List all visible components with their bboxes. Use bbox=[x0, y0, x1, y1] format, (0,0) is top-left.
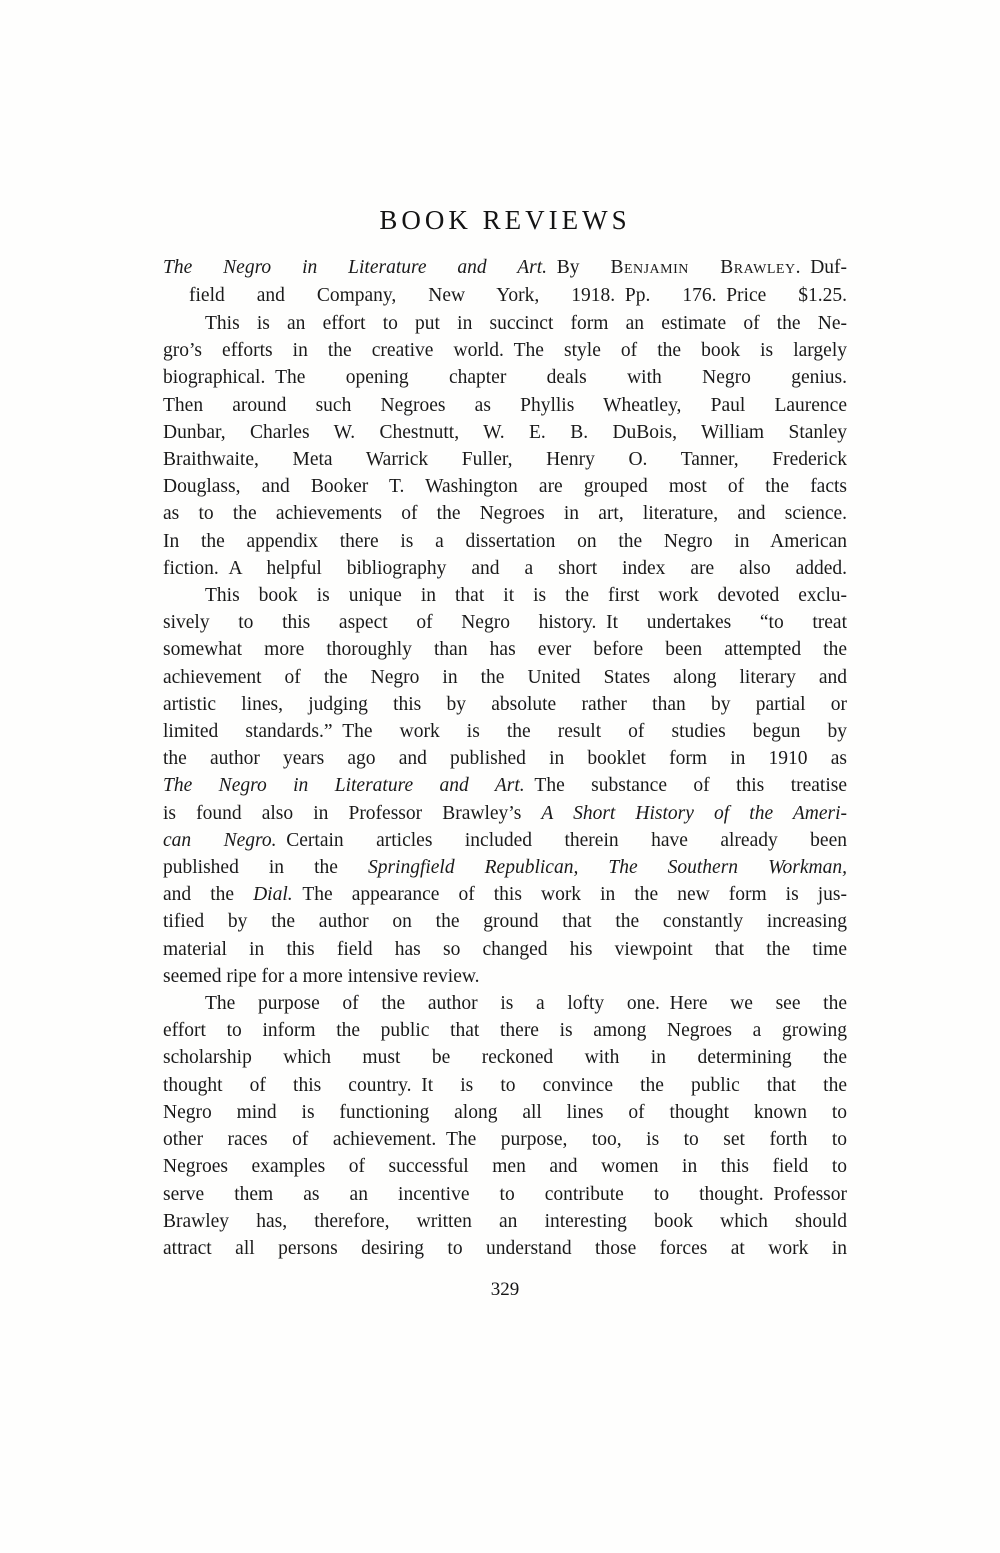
text-segment: Benjamin Brawley bbox=[610, 257, 796, 278]
text-segment: published in the bbox=[163, 857, 368, 879]
text-segment: can Negro. bbox=[163, 829, 277, 851]
review-paragraph bbox=[163, 990, 847, 1262]
text-segment: The purpose of the author is a lofty one. Here we see the bbox=[205, 993, 847, 1015]
text-segment: gro’s efforts in the creative world. The style of the book is largely bbox=[163, 340, 847, 362]
review-paragraph bbox=[163, 310, 847, 582]
text-segment: thought of this country. It is to convince the public that the bbox=[163, 1074, 847, 1096]
text-line bbox=[163, 990, 847, 1017]
text-line bbox=[163, 636, 847, 663]
text-segment: is found also in Professor Brawley’s bbox=[163, 802, 542, 824]
text-line bbox=[163, 1153, 847, 1180]
text-line bbox=[163, 555, 847, 582]
text-segment: This is an effort to put in succinct form an estimate of the Ne- bbox=[205, 313, 847, 334]
text-segment: Brawley has, therefore, written an interesting book which should bbox=[163, 1210, 847, 1232]
text-segment: biographical. The opening chapter deals with Negro genius. bbox=[163, 367, 847, 389]
text-segment: A Short History of the Ameri- bbox=[541, 802, 847, 824]
text-line bbox=[163, 908, 847, 935]
text-line bbox=[163, 528, 847, 555]
text-segment: This book is unique in that it is the first work devoted exclu- bbox=[205, 585, 847, 607]
text-segment: material in this field has so changed his viewpoint that the time bbox=[163, 938, 847, 960]
text-line bbox=[163, 745, 847, 772]
text-segment: the author years ago and published in booklet form in 1910 as bbox=[163, 748, 847, 770]
text-line bbox=[163, 310, 847, 337]
text-segment: sively to this aspect of Negro history. It undertakes “to treat bbox=[163, 612, 847, 634]
text-line bbox=[163, 282, 847, 310]
text-segment: as to the achievements of the Negroes in art, literature, and science. bbox=[163, 503, 847, 525]
text-line bbox=[163, 446, 847, 473]
book-citation bbox=[163, 254, 847, 310]
text-segment: other races of achievement. The purpose, too, is to set forth to bbox=[163, 1129, 847, 1151]
text-line bbox=[163, 1126, 847, 1153]
text-segment: The substance of this treatise bbox=[524, 775, 847, 797]
text-line bbox=[163, 772, 847, 799]
text-segment: limited standards.” The work is the result of studies begun by bbox=[163, 721, 847, 743]
text-line bbox=[163, 392, 847, 419]
text-column bbox=[163, 0, 847, 1301]
text-line bbox=[163, 364, 847, 391]
text-line bbox=[163, 1181, 847, 1208]
text-segment: artistic lines, judging this by absolute rather than by partial or bbox=[163, 693, 847, 715]
text-line bbox=[163, 500, 847, 527]
page-number: 329 bbox=[490, 1279, 520, 1301]
text-line bbox=[163, 936, 847, 963]
text-segment: The appearance of this work in the new form is jus- bbox=[292, 884, 847, 906]
text-segment: Negro mind is functioning along all lines of thought known to bbox=[163, 1101, 847, 1123]
text-segment: Certain articles included therein have already been bbox=[276, 829, 847, 851]
text-line bbox=[163, 1208, 847, 1235]
text-segment: seemed ripe for a more intensive review. bbox=[163, 965, 480, 987]
text-segment: effort to inform the public that there is among Negroes a growing bbox=[163, 1020, 847, 1042]
text-segment: . Duf- bbox=[795, 257, 848, 278]
text-segment: The Negro in Literature and Art. bbox=[163, 257, 548, 278]
text-line bbox=[163, 337, 847, 364]
text-segment: Douglass, and Booker T. Washington are grouped most of the facts bbox=[163, 476, 847, 498]
text-line bbox=[163, 609, 847, 636]
text-segment: Then around such Negroes as Phyllis Wheatley, Paul Laurence bbox=[163, 394, 847, 416]
text-line bbox=[163, 1017, 847, 1044]
text-segment: fiction. A helpful bibliography and a short index are also added. bbox=[163, 557, 847, 579]
text-line bbox=[163, 254, 847, 282]
text-line bbox=[163, 1044, 847, 1071]
text-segment: Dial. bbox=[253, 884, 293, 906]
text-segment: achievement of the Negro in the United States along literary and bbox=[163, 666, 847, 688]
text-line bbox=[163, 419, 847, 446]
text-line bbox=[163, 718, 847, 745]
text-segment: By bbox=[547, 257, 611, 278]
text-segment: Springfield Republican, The Southern Workman, bbox=[367, 857, 847, 879]
text-segment: attract all persons desiring to understand those forces at work in bbox=[163, 1237, 847, 1259]
text-line bbox=[163, 854, 847, 881]
text-line bbox=[163, 1099, 847, 1126]
review-paragraph bbox=[163, 582, 847, 990]
page-title: BOOK REVIEWS bbox=[379, 205, 631, 235]
text-line bbox=[163, 1072, 847, 1099]
text-segment: Dunbar, Charles W. Chestnutt, W. E. B. DuBois, William Stanley bbox=[163, 421, 847, 443]
text-segment: In the appendix there is a dissertation on the Negro in American bbox=[163, 530, 847, 552]
text-segment: Negroes examples of successful men and women in this field to bbox=[163, 1156, 847, 1178]
text-line bbox=[163, 664, 847, 691]
text-segment: field and Company, New York, 1918. Pp. 176. Price $1.25. bbox=[189, 285, 847, 306]
text-segment: The Negro in Literature and Art. bbox=[163, 775, 525, 797]
text-line bbox=[163, 963, 847, 990]
text-segment: scholarship which must be reckoned with in determining the bbox=[163, 1047, 847, 1069]
text-line bbox=[163, 1235, 847, 1262]
text-line bbox=[163, 473, 847, 500]
text-segment: tified by the author on the ground that the constantly increasing bbox=[163, 911, 847, 933]
text-line bbox=[163, 691, 847, 718]
text-line bbox=[163, 881, 847, 908]
text-line bbox=[163, 800, 847, 827]
text-line bbox=[163, 582, 847, 609]
text-segment: serve them as an incentive to contribute to thought. Professor bbox=[163, 1183, 847, 1205]
text-segment: somewhat more thoroughly than has ever before been attempted the bbox=[163, 639, 847, 661]
text-segment: and the bbox=[163, 884, 254, 906]
review-body bbox=[163, 310, 847, 1262]
text-segment: Braithwaite, Meta Warrick Fuller, Henry O. Tanner, Frederick bbox=[163, 449, 847, 471]
text-line bbox=[163, 827, 847, 854]
